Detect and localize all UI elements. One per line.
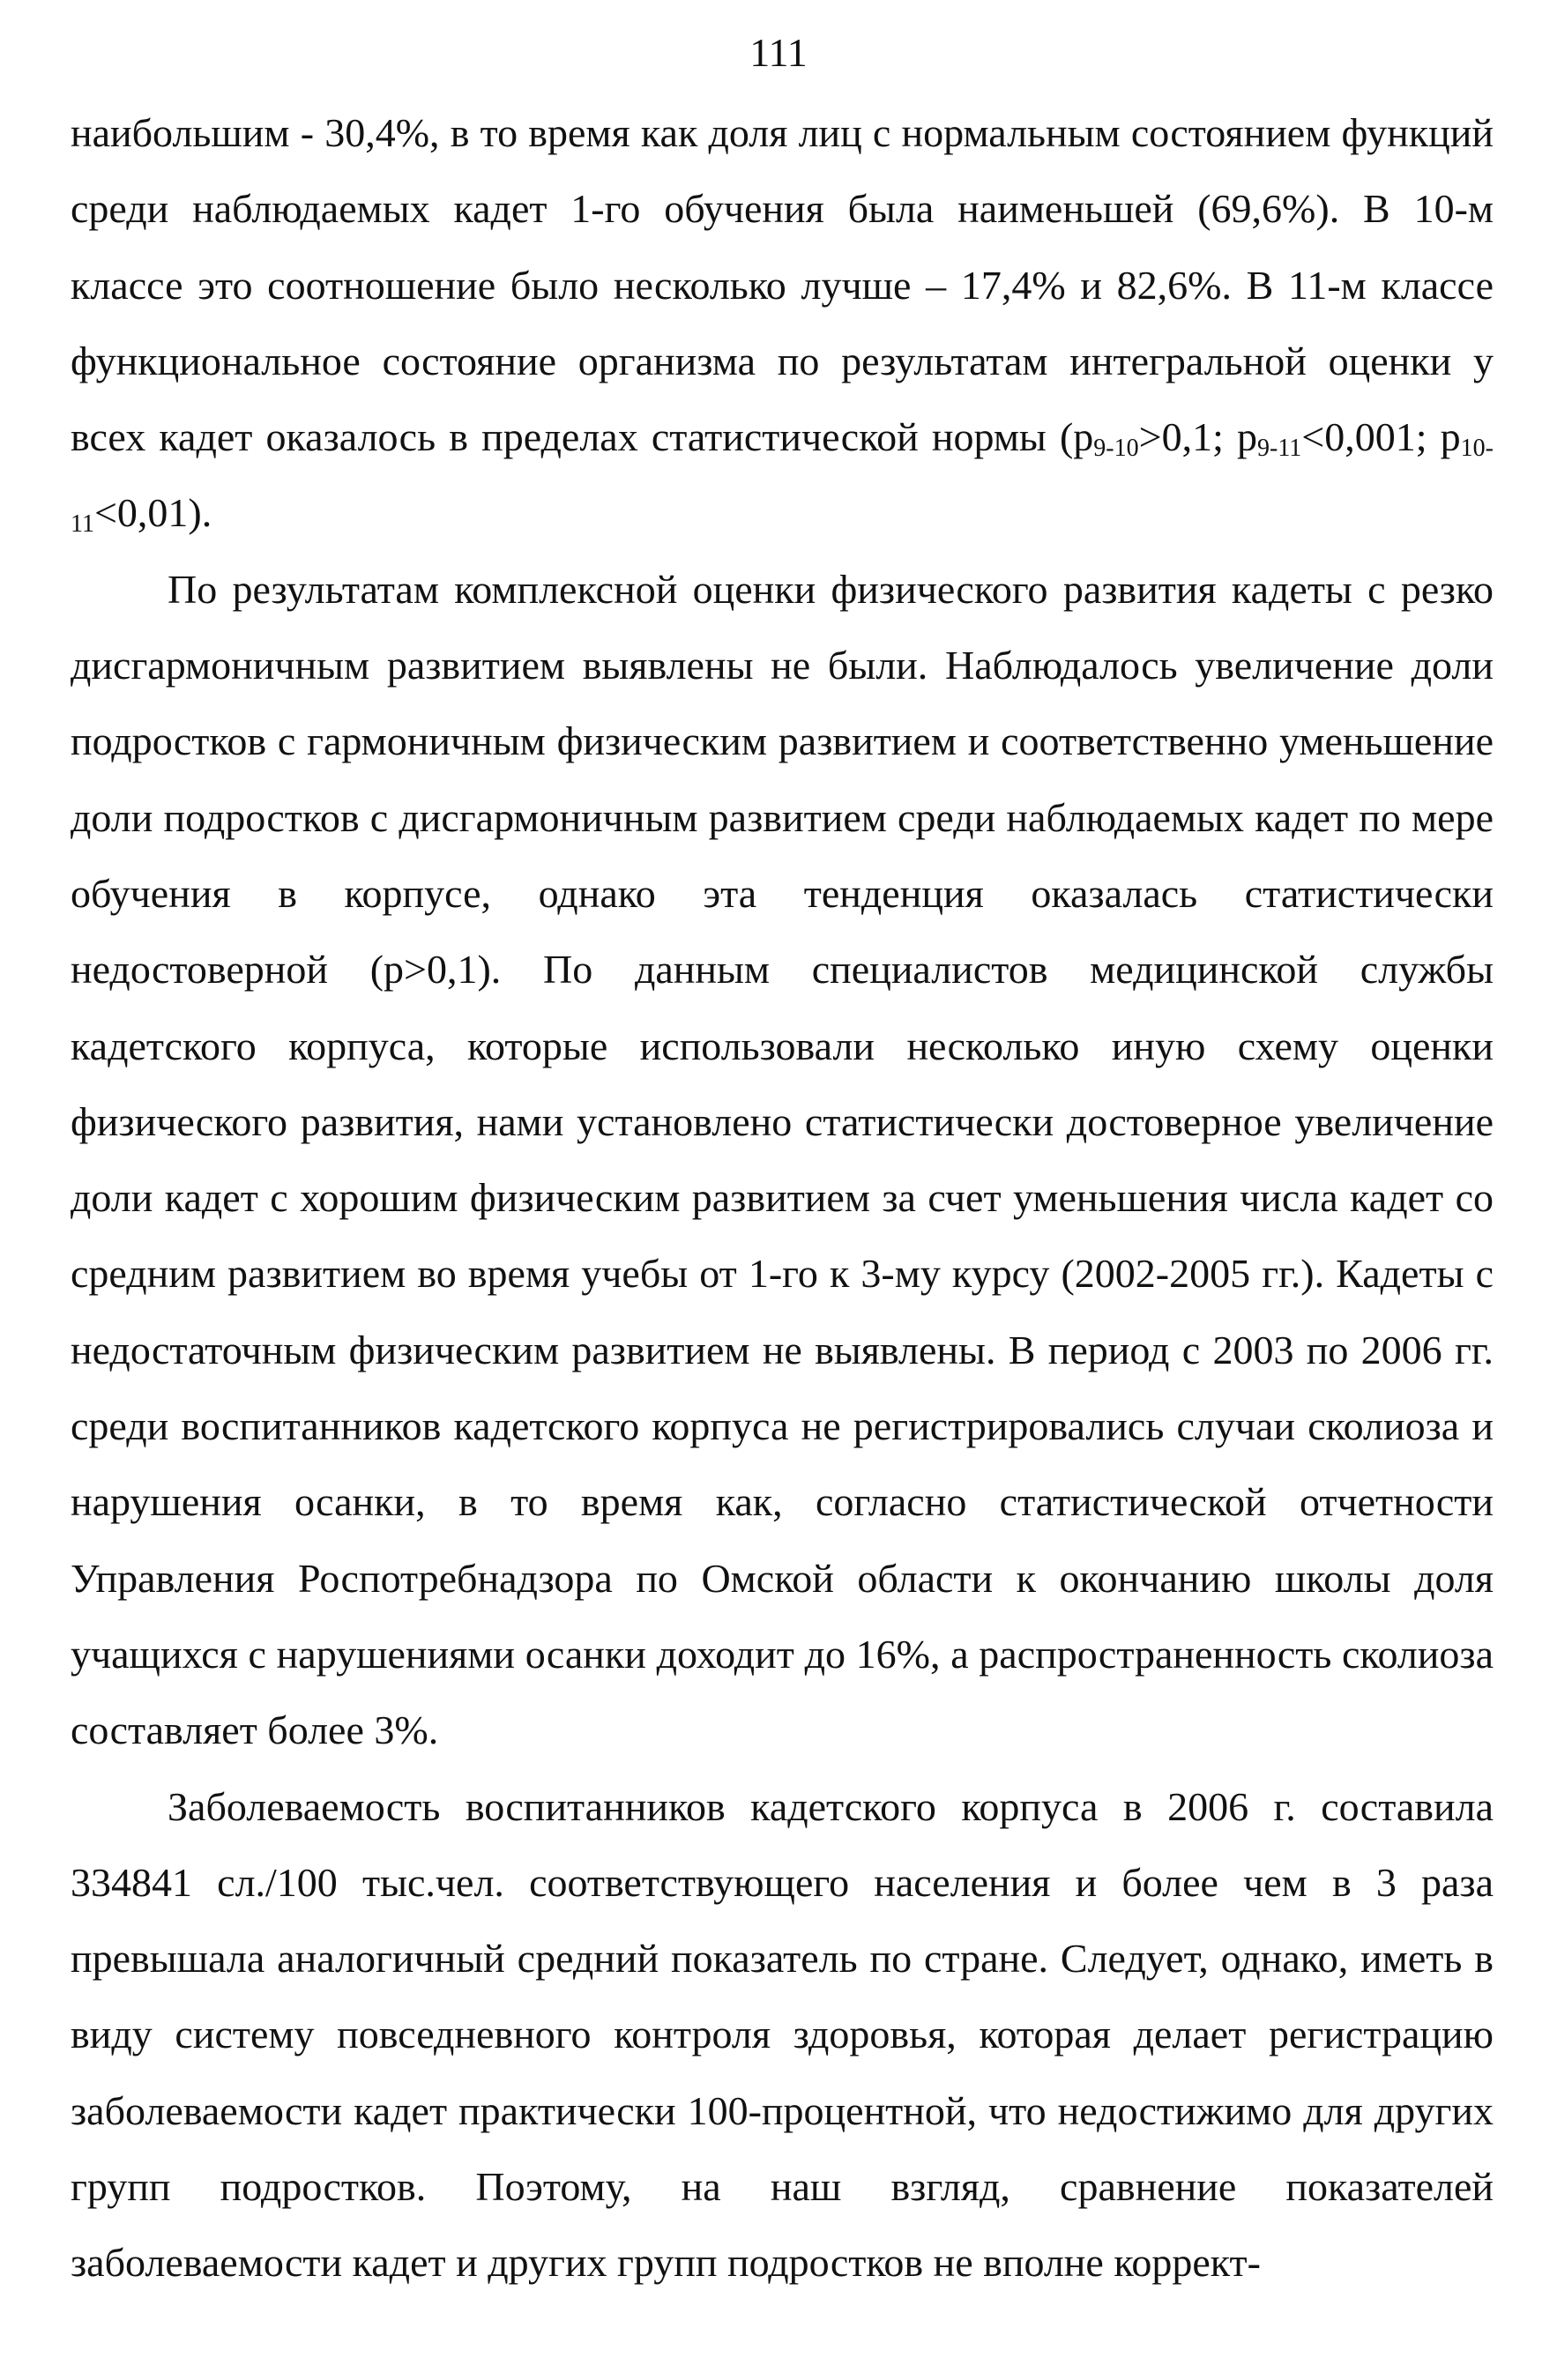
subscript-p-9-10: 9-10: [1093, 435, 1139, 463]
paragraph-1: [71, 95, 1494, 552]
text-run: <0,01).: [93, 490, 212, 536]
paragraph-3: [71, 1769, 1494, 2302]
body-text: [71, 95, 1494, 2302]
text-run: <0,001; р: [1301, 414, 1461, 460]
text-run: Заболеваемость воспитанников кадетского корпуса в 2006 г. составила 334841 сл./100 тыс.чел. соответствующего населения и более чем в 3 раза превышала аналогичный средний показатель по стране. Следует, однако, иметь в виду систему повседневного контроля здоровья, которая делает регистрацию заболеваемости кадет практически 100-процентной, что недостижимо для других групп подростков. Поэтому, на наш взгляд, сравнение показателей заболеваемости кадет и других групп подростков не вполне коррект-: [71, 1783, 1494, 2286]
subscript-p-9-11: 9-11: [1257, 435, 1302, 463]
text-run: По результатам комплексной оценки физического развития кадеты с резко дисгармоничным развитием выявлены не были. Наблюдалось увеличение доли подростков с гармоничным физическим развитием и соответственно уменьшение доли подростков с дисгармоничным развитием среди наблюдаемых кадет по мере обучения в корпусе, однако эта тенденция оказалась статистически недостоверной (р>0,1). По данным специалистов медицинской службы кадетского корпуса, которые использовали несколько иную схему оценки физического развития, нами установлено статистически достоверное увеличение доли кадет с хорошим физическим развитием за счет уменьшения числа кадет со средним развитием во время учебы от 1-го к 3-му курсу (2002-2005 гг.). Кадеты с недостаточным физическим развитием не выявлены. В период с 2003 по 2006 гг. среди воспитанников кадетского корпуса не регистрировались случаи сколиоза и нарушения осанки, в то время как, согласно статистической отчетности Управления Роспотребнадзора по Омской области к окончанию школы доля учащихся с нарушениями осанки доходит до 16%, а распространенность сколиоза составляет более 3%.: [71, 566, 1494, 1753]
text-run: >0,1; р: [1138, 414, 1257, 460]
page-number: 111: [749, 30, 808, 75]
subscript-p-10-11: 10-11: [71, 435, 1494, 539]
paragraph-2: [71, 552, 1494, 1769]
text-run: наибольшим - 30,4%, в то время как доля лиц с нормальным состоянием функций среди наблюдаемых кадет 1-го обучения была наименьшей (69,6%). В 10-м классе это соотношение было несколько лучше – 17,4% и 82,6%. В 11-м классе функциональное состояние организма по результатам интегральной оценки у всех кадет оказалось в пределах статистической нормы (р: [71, 110, 1494, 460]
